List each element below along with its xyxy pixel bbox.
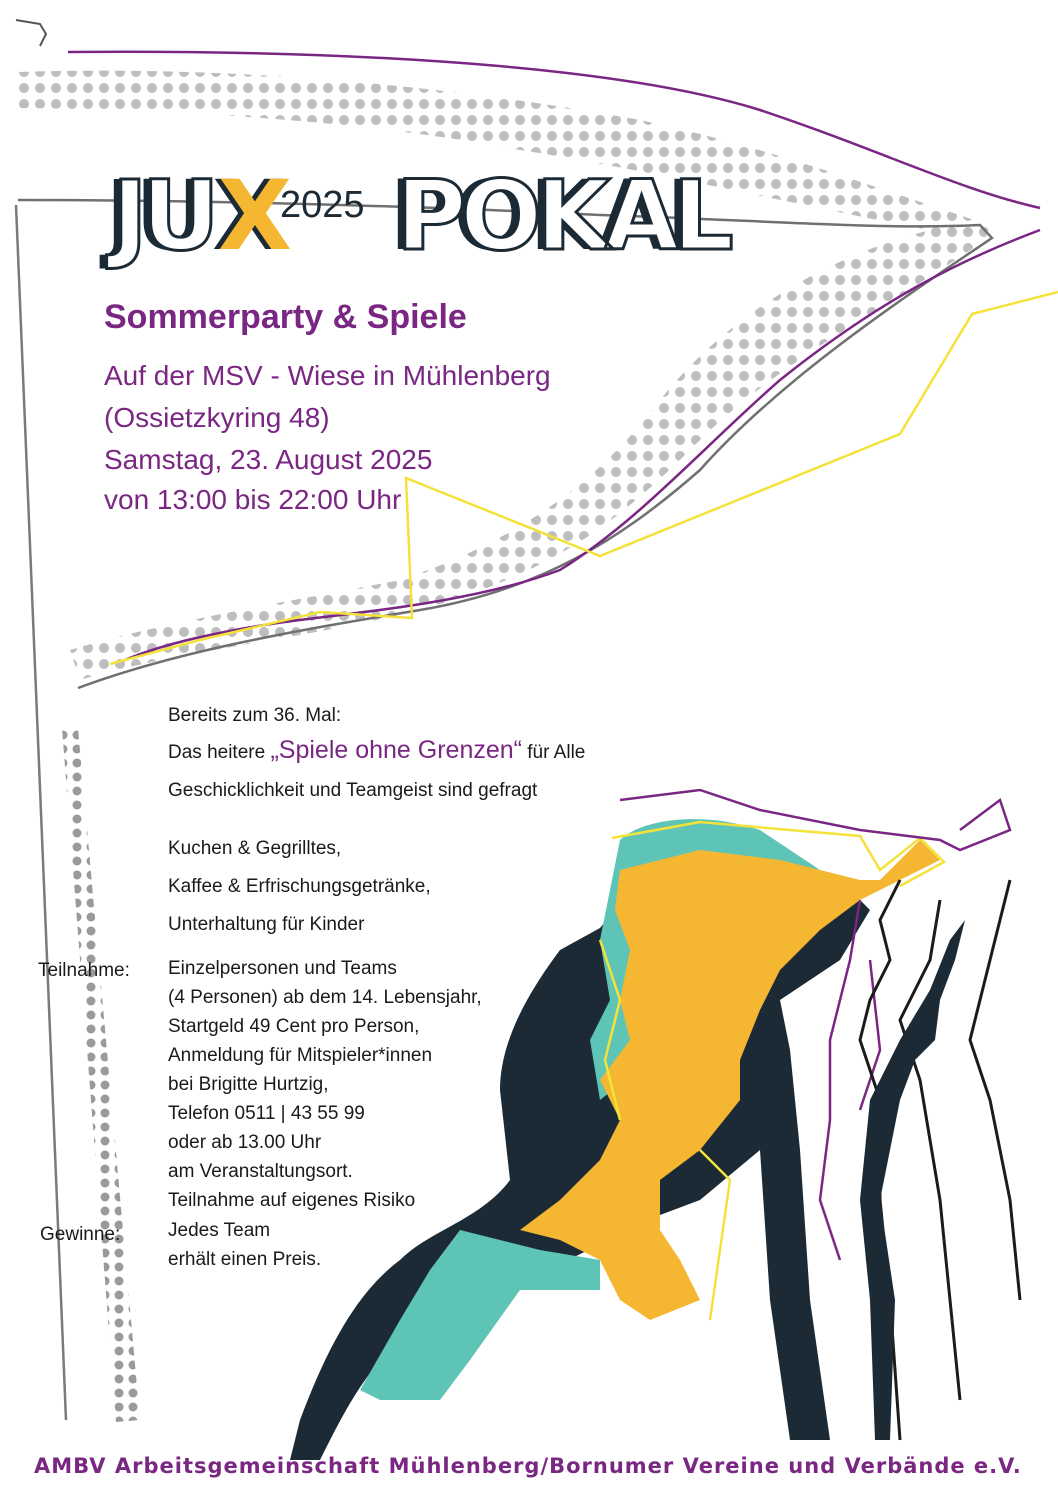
title-part-pokal: POKAL — [396, 160, 728, 272]
offer-kids: Unterhaltung für Kinder — [168, 914, 365, 935]
participation-line: Einzelpersonen und Teams — [168, 958, 397, 979]
info-address: (Ossietzkyring 48) — [104, 402, 330, 433]
participation-line: bei Brigitte Hurtzig, — [168, 1074, 329, 1095]
intro-line-1: Bereits zum 36. Mal: — [168, 705, 342, 726]
prizes-label: Gewinne: — [40, 1224, 121, 1245]
intro-line-2-suffix: für Alle — [522, 742, 586, 763]
info-time: von 13:00 bis 22:00 Uhr — [104, 484, 402, 515]
info-date: Samstag, 23. August 2025 — [104, 444, 433, 475]
participation-line: oder ab 13.00 Uhr — [168, 1132, 322, 1153]
title-part-ju: JU — [112, 160, 214, 272]
subtitle: Sommerparty & Spiele — [104, 298, 467, 336]
participation-line: Teilnahme auf eigenes Risiko — [168, 1190, 416, 1211]
intro-line-2-prefix: Das heitere — [168, 742, 271, 763]
title-x: X — [218, 160, 293, 272]
games-highlight: „Spiele ohne Grenzen“ — [270, 736, 522, 764]
title-year: 2025 — [280, 184, 365, 226]
info-location: Auf der MSV - Wiese in Mühlenberg — [104, 360, 551, 391]
participation-line: Startgeld 49 Cent pro Person, — [168, 1016, 420, 1037]
participation-line: (4 Personen) ab dem 14. Lebensjahr, — [168, 987, 482, 1008]
offer-drinks: Kaffee & Erfrischungsgetränke, — [168, 876, 431, 897]
participation-label: Teilnahme: — [38, 960, 130, 981]
offer-food: Kuchen & Gegrilltes, — [168, 838, 342, 859]
participation-line: Telefon 0511 | 43 55 99 — [168, 1103, 365, 1124]
pole-dots — [62, 728, 140, 1422]
participation-line: am Veranstaltungsort. — [168, 1161, 353, 1182]
prizes-line: Jedes Team — [168, 1220, 271, 1241]
intro-line-3: Geschicklichkeit und Teamgeist sind gefragt — [168, 780, 538, 801]
intro-line-2 — [168, 736, 585, 765]
participation-line: Anmeldung für Mitspieler*innen — [168, 1045, 433, 1066]
organizer-footer: AMBV Arbeitsgemeinschaft Mühlenberg/Bornumer Vereine und Verbände e.V. — [34, 1454, 1022, 1478]
prizes-line: erhält einen Preis. — [168, 1249, 322, 1270]
corner-mark — [16, 20, 46, 46]
